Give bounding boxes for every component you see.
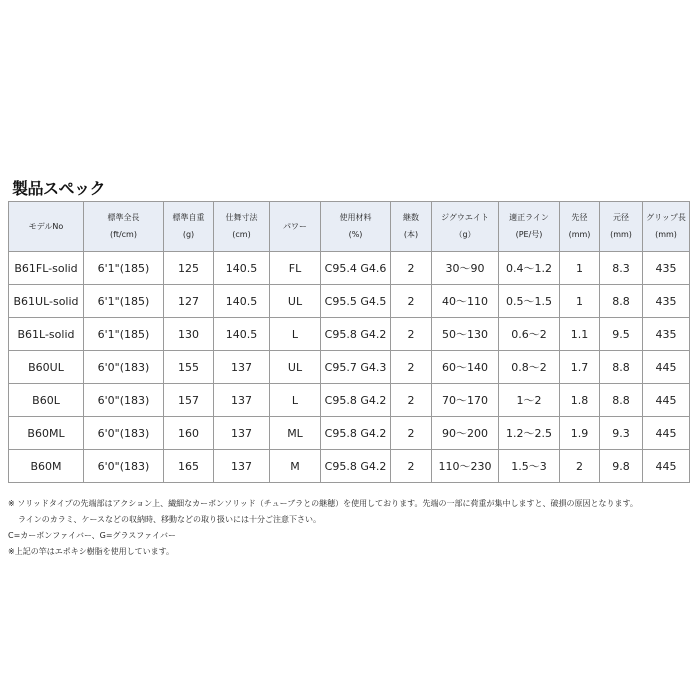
- column-header: [321, 202, 391, 252]
- column-header: [164, 202, 214, 252]
- table-cell: 2: [391, 417, 432, 450]
- table-cell: 2: [560, 450, 600, 483]
- table-cell: 6'1"(185): [84, 252, 164, 285]
- column-header-unit: (PE/号): [515, 230, 543, 239]
- table-cell: 6'0"(183): [84, 384, 164, 417]
- table-row: [9, 417, 690, 450]
- table-cell: 165: [164, 450, 214, 483]
- table-cell: 160: [164, 417, 214, 450]
- table-cell: 6'0"(183): [84, 417, 164, 450]
- column-header-unit: (g): [182, 230, 195, 239]
- table-cell: 30～90: [432, 252, 499, 285]
- table-cell: 9.8: [600, 450, 643, 483]
- table-cell: 445: [643, 351, 690, 384]
- table-cell: 125: [164, 252, 214, 285]
- column-header: [214, 202, 270, 252]
- column-header-label: 使用材料: [339, 213, 372, 223]
- column-header-label: 元径: [613, 213, 629, 223]
- table-cell: 137: [214, 384, 270, 417]
- column-header-label: 適正ライン: [509, 213, 549, 223]
- column-header-label: グリップ長: [646, 213, 686, 223]
- table-cell: FL: [270, 252, 321, 285]
- table-cell: 90～200: [432, 417, 499, 450]
- table-row: [9, 285, 690, 318]
- table-cell: 9.5: [600, 318, 643, 351]
- table-cell: C95.8 G4.2: [321, 417, 391, 450]
- model-cell: B60UL: [9, 351, 84, 384]
- table-cell: 6'0"(183): [84, 351, 164, 384]
- column-header-unit: (cm): [232, 230, 251, 239]
- table-cell: 0.5～1.5: [499, 285, 560, 318]
- table-cell: 137: [214, 351, 270, 384]
- table-row: [9, 450, 690, 483]
- model-cell: B61UL-solid: [9, 285, 84, 318]
- table-cell: 1: [560, 252, 600, 285]
- table-cell: 435: [643, 252, 690, 285]
- table-cell: 1: [560, 285, 600, 318]
- column-header-unit: (%): [348, 230, 363, 239]
- note-2: ラインのカラミ、ケースなどの収納時、移動などの取り扱いには十分ご注意下さい。: [18, 515, 322, 524]
- table-cell: 1～2: [499, 384, 560, 417]
- column-header-label: 標準全長: [107, 213, 140, 223]
- table-cell: 8.3: [600, 252, 643, 285]
- table-cell: 137: [214, 450, 270, 483]
- column-header: [560, 202, 600, 252]
- table-cell: 9.3: [600, 417, 643, 450]
- table-cell: 445: [643, 417, 690, 450]
- note-3: C=カーボンファイバー、G=グラスファイバー: [8, 531, 176, 540]
- table-cell: 140.5: [214, 252, 270, 285]
- table-cell: C95.5 G4.5: [321, 285, 391, 318]
- table-cell: 6'1"(185): [84, 318, 164, 351]
- model-cell: B60L: [9, 384, 84, 417]
- table-cell: 1.7: [560, 351, 600, 384]
- table-row: [9, 351, 690, 384]
- table-cell: 445: [643, 450, 690, 483]
- column-header-unit: (mm): [568, 230, 591, 239]
- header-row: [9, 202, 690, 252]
- table-row: [9, 384, 690, 417]
- table-cell: 6'0"(183): [84, 450, 164, 483]
- table-cell: 8.8: [600, 285, 643, 318]
- table-cell: 1.1: [560, 318, 600, 351]
- table-row: [9, 252, 690, 285]
- column-header: [499, 202, 560, 252]
- table-cell: 2: [391, 318, 432, 351]
- table-cell: C95.8 G4.2: [321, 384, 391, 417]
- table-cell: 127: [164, 285, 214, 318]
- table-cell: 137: [214, 417, 270, 450]
- table-cell: 1.9: [560, 417, 600, 450]
- table-cell: 60～140: [432, 351, 499, 384]
- table-cell: 435: [643, 285, 690, 318]
- column-header-unit: (mm): [655, 230, 677, 239]
- column-header-unit: （g）: [454, 230, 476, 239]
- table-cell: 140.5: [214, 285, 270, 318]
- table-cell: 0.6～2: [499, 318, 560, 351]
- table-cell: 155: [164, 351, 214, 384]
- table-cell: 2: [391, 252, 432, 285]
- table-cell: 140.5: [214, 318, 270, 351]
- column-header-label: ジグウエイト: [441, 213, 489, 223]
- column-header: [600, 202, 643, 252]
- column-header-unit: (ft/cm): [110, 230, 137, 239]
- table-cell: 1.2～2.5: [499, 417, 560, 450]
- table-cell: 157: [164, 384, 214, 417]
- table-body: [9, 252, 690, 483]
- table-cell: 110～230: [432, 450, 499, 483]
- column-header: [9, 202, 84, 252]
- table-cell: 0.8～2: [499, 351, 560, 384]
- table-cell: 0.4～1.2: [499, 252, 560, 285]
- column-header: [643, 202, 690, 252]
- table-cell: 50～130: [432, 318, 499, 351]
- column-header-label: 標準自重: [172, 213, 205, 223]
- notes: [8, 496, 638, 560]
- model-cell: B60ML: [9, 417, 84, 450]
- table-cell: M: [270, 450, 321, 483]
- table-cell: 40～110: [432, 285, 499, 318]
- table-cell: C95.7 G4.3: [321, 351, 391, 384]
- table-cell: L: [270, 318, 321, 351]
- table-cell: 435: [643, 318, 690, 351]
- table-cell: UL: [270, 285, 321, 318]
- table-cell: 1.5～3: [499, 450, 560, 483]
- table-cell: 8.8: [600, 351, 643, 384]
- table-cell: C95.8 G4.2: [321, 318, 391, 351]
- column-header: [270, 202, 321, 252]
- table-cell: C95.4 G4.6: [321, 252, 391, 285]
- model-cell: B61FL-solid: [9, 252, 84, 285]
- column-header: [432, 202, 499, 252]
- model-cell: B61L-solid: [9, 318, 84, 351]
- column-header: [84, 202, 164, 252]
- column-header-unit: (mm): [610, 230, 632, 239]
- model-cell: B60M: [9, 450, 84, 483]
- table-cell: 2: [391, 450, 432, 483]
- column-header-label: パワー: [283, 221, 307, 231]
- column-header-label: 継数: [403, 213, 419, 223]
- section-title: 製品スペック: [12, 179, 106, 198]
- spec-table: [8, 201, 690, 483]
- table-cell: C95.8 G4.2: [321, 450, 391, 483]
- column-header-unit: (本): [403, 230, 419, 239]
- table-cell: L: [270, 384, 321, 417]
- note-4: ※上記の竿はエポキシ樹脂を使用しています。: [8, 547, 174, 556]
- column-header-label: 仕舞寸法: [225, 213, 258, 223]
- column-header-label: 先径: [571, 213, 588, 223]
- table-cell: 1.8: [560, 384, 600, 417]
- table-cell: UL: [270, 351, 321, 384]
- column-header-label: モデルNo: [28, 221, 64, 231]
- table-cell: 2: [391, 351, 432, 384]
- table-cell: 445: [643, 384, 690, 417]
- table-cell: 8.8: [600, 384, 643, 417]
- table-cell: 6'1"(185): [84, 285, 164, 318]
- table-cell: 130: [164, 318, 214, 351]
- column-header: [391, 202, 432, 252]
- table-cell: 2: [391, 285, 432, 318]
- table-cell: 70～170: [432, 384, 499, 417]
- table-cell: 2: [391, 384, 432, 417]
- table-row: [9, 318, 690, 351]
- table-cell: ML: [270, 417, 321, 450]
- note-1: ※ ソリッドタイプの先端部はアクション上、繊細なカーボンソリッド（チューブラとの継穂）を使用しております。先端の一部に荷重が集中しますと、破損の原因となります。: [8, 499, 638, 508]
